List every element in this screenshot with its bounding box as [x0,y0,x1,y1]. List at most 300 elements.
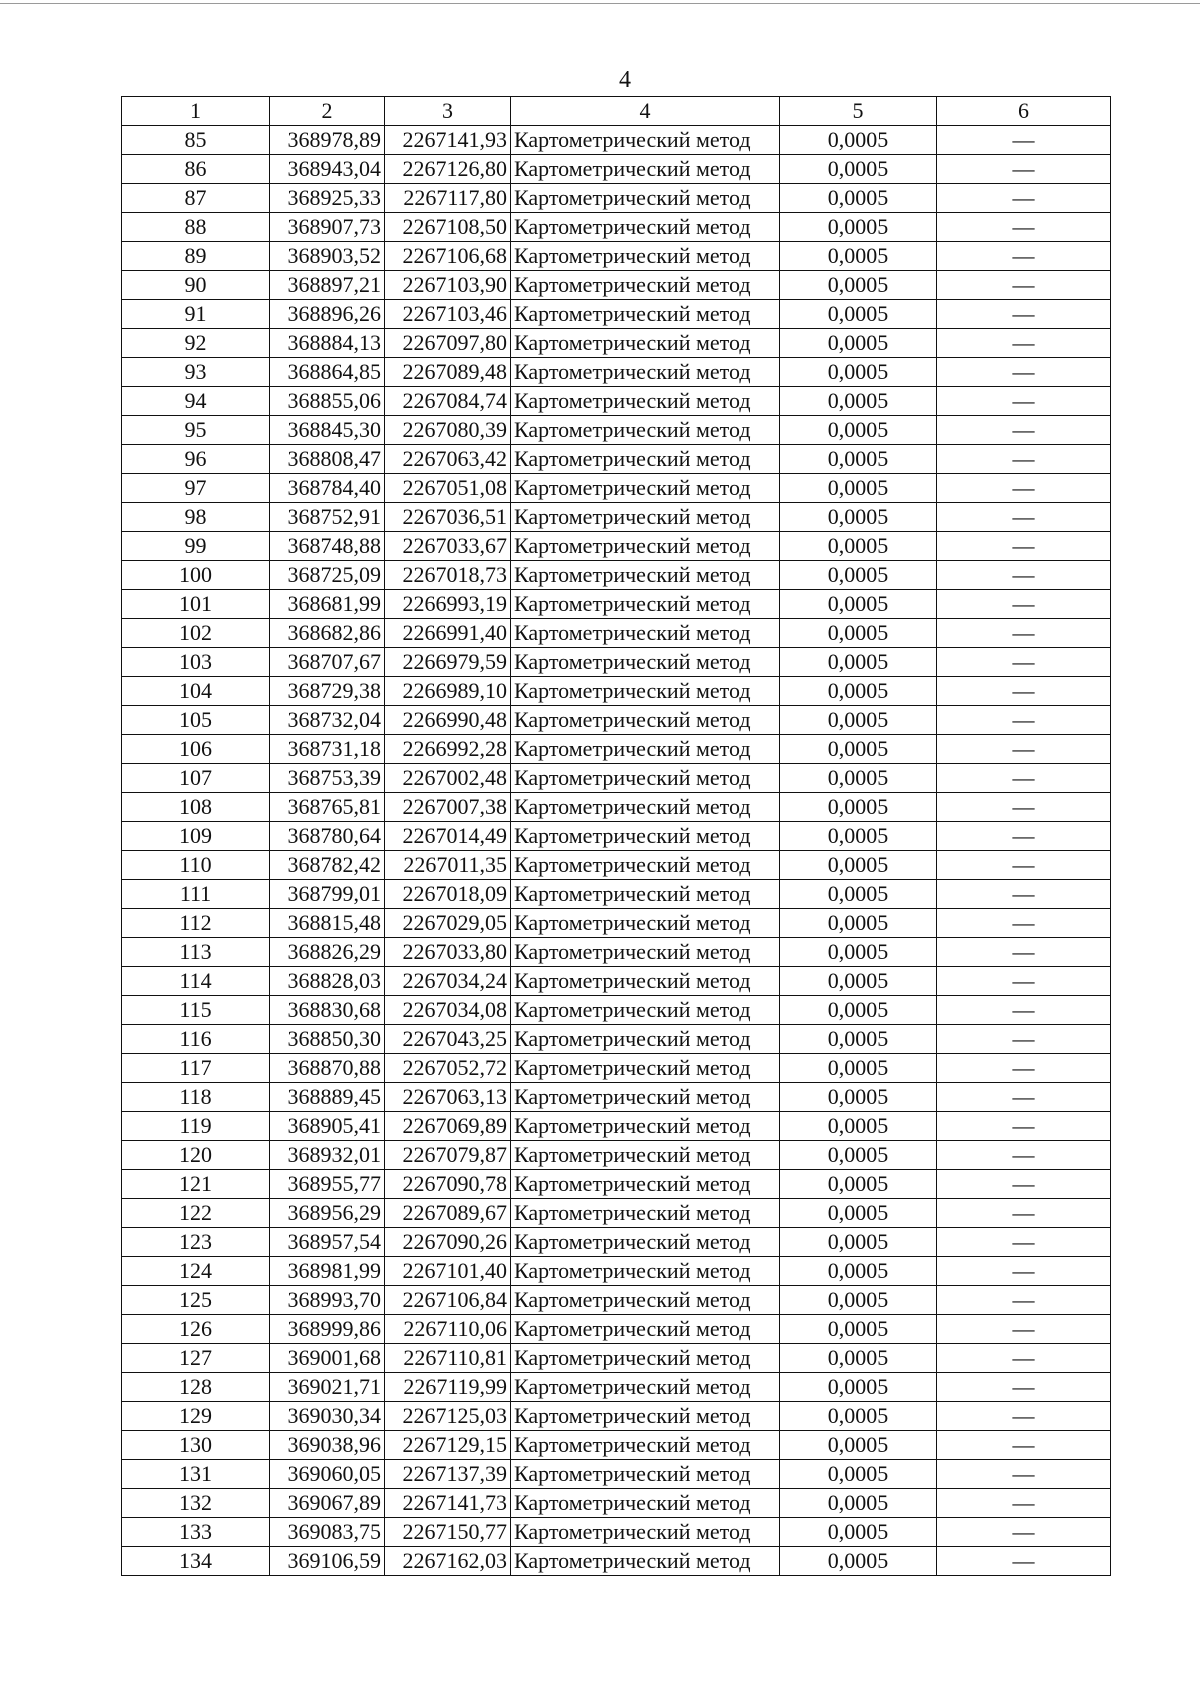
table-row [122,1315,1111,1344]
y-coordinate-cell: 2267106,68 [385,242,511,271]
x-coordinate-cell: 368855,06 [270,387,385,416]
note-cell: — [937,909,1111,938]
point-number-cell: 125 [122,1286,270,1315]
x-coordinate-cell: 368808,47 [270,445,385,474]
accuracy-cell: 0,0005 [780,1199,937,1228]
point-number-cell: 108 [122,793,270,822]
table-row [122,503,1111,532]
table-row [122,735,1111,764]
y-coordinate-cell: 2267119,99 [385,1373,511,1402]
note-cell: — [937,938,1111,967]
method-cell: Картометрический метод [511,1431,780,1460]
point-number-cell: 94 [122,387,270,416]
note-cell: — [937,503,1111,532]
point-number-cell: 91 [122,300,270,329]
table-row [122,967,1111,996]
note-cell: — [937,329,1111,358]
point-number-cell: 90 [122,271,270,300]
y-coordinate-cell: 2266979,59 [385,648,511,677]
accuracy-cell: 0,0005 [780,1025,937,1054]
point-number-cell: 100 [122,561,270,590]
x-coordinate-cell: 369038,96 [270,1431,385,1460]
x-coordinate-cell: 368943,04 [270,155,385,184]
y-coordinate-cell: 2267033,67 [385,532,511,561]
note-cell: — [937,1547,1111,1576]
method-cell: Картометрический метод [511,300,780,329]
method-cell: Картометрический метод [511,1112,780,1141]
table-row [122,1547,1111,1576]
table-row [122,909,1111,938]
note-cell: — [937,1489,1111,1518]
y-coordinate-cell: 2267002,48 [385,764,511,793]
y-coordinate-cell: 2267080,39 [385,416,511,445]
y-coordinate-cell: 2267101,40 [385,1257,511,1286]
point-number-cell: 134 [122,1547,270,1576]
accuracy-cell: 0,0005 [780,329,937,358]
table-row [122,677,1111,706]
method-cell: Картометрический метод [511,735,780,764]
method-cell: Картометрический метод [511,1402,780,1431]
y-coordinate-cell: 2267110,06 [385,1315,511,1344]
y-coordinate-cell: 2266993,19 [385,590,511,619]
y-coordinate-cell: 2266989,10 [385,677,511,706]
y-coordinate-cell: 2267090,78 [385,1170,511,1199]
accuracy-cell: 0,0005 [780,851,937,880]
method-cell: Картометрический метод [511,822,780,851]
point-number-cell: 85 [122,126,270,155]
x-coordinate-cell: 368845,30 [270,416,385,445]
x-coordinate-cell: 368725,09 [270,561,385,590]
method-cell: Картометрический метод [511,1460,780,1489]
y-coordinate-cell: 2267063,13 [385,1083,511,1112]
accuracy-cell: 0,0005 [780,793,937,822]
note-cell: — [937,1431,1111,1460]
column-header-1: 1 [122,97,270,126]
y-coordinate-cell: 2267051,08 [385,474,511,503]
accuracy-cell: 0,0005 [780,967,937,996]
point-number-cell: 128 [122,1373,270,1402]
table-row [122,329,1111,358]
table-row [122,416,1111,445]
table-row [122,242,1111,271]
y-coordinate-cell: 2267034,24 [385,967,511,996]
point-number-cell: 118 [122,1083,270,1112]
table-row [122,1518,1111,1547]
x-coordinate-cell: 368765,81 [270,793,385,822]
x-coordinate-cell: 368864,85 [270,358,385,387]
accuracy-cell: 0,0005 [780,619,937,648]
y-coordinate-cell: 2267090,26 [385,1228,511,1257]
accuracy-cell: 0,0005 [780,242,937,271]
note-cell: — [937,677,1111,706]
point-number-cell: 97 [122,474,270,503]
point-number-cell: 104 [122,677,270,706]
x-coordinate-cell: 368752,91 [270,503,385,532]
y-coordinate-cell: 2267126,80 [385,155,511,184]
x-coordinate-cell: 368896,26 [270,300,385,329]
point-number-cell: 98 [122,503,270,532]
accuracy-cell: 0,0005 [780,1489,937,1518]
point-number-cell: 114 [122,967,270,996]
method-cell: Картометрический метод [511,880,780,909]
x-coordinate-cell: 368782,42 [270,851,385,880]
point-number-cell: 109 [122,822,270,851]
accuracy-cell: 0,0005 [780,1547,937,1576]
method-cell: Картометрический метод [511,184,780,213]
point-number-cell: 110 [122,851,270,880]
point-number-cell: 86 [122,155,270,184]
note-cell: — [937,1054,1111,1083]
table-row [122,271,1111,300]
method-cell: Картометрический метод [511,503,780,532]
x-coordinate-cell: 368828,03 [270,967,385,996]
accuracy-cell: 0,0005 [780,764,937,793]
y-coordinate-cell: 2267052,72 [385,1054,511,1083]
accuracy-cell: 0,0005 [780,184,937,213]
table-row [122,126,1111,155]
method-cell: Картометрический метод [511,1373,780,1402]
accuracy-cell: 0,0005 [780,1054,937,1083]
accuracy-cell: 0,0005 [780,300,937,329]
note-cell: — [937,1025,1111,1054]
table-row [122,1054,1111,1083]
method-cell: Картометрический метод [511,619,780,648]
method-cell: Картометрический метод [511,1054,780,1083]
note-cell: — [937,822,1111,851]
accuracy-cell: 0,0005 [780,1141,937,1170]
y-coordinate-cell: 2266990,48 [385,706,511,735]
accuracy-cell: 0,0005 [780,1460,937,1489]
x-coordinate-cell: 368870,88 [270,1054,385,1083]
x-coordinate-cell: 368830,68 [270,996,385,1025]
y-coordinate-cell: 2267036,51 [385,503,511,532]
table-row [122,706,1111,735]
accuracy-cell: 0,0005 [780,1112,937,1141]
point-number-cell: 95 [122,416,270,445]
table-row [122,1431,1111,1460]
method-cell: Картометрический метод [511,271,780,300]
table-row [122,1489,1111,1518]
table-row [122,648,1111,677]
column-header-4: 4 [511,97,780,126]
accuracy-cell: 0,0005 [780,1431,937,1460]
coordinates-table [121,96,1111,1576]
method-cell: Картометрический метод [511,532,780,561]
column-header-2: 2 [270,97,385,126]
table-row [122,1112,1111,1141]
note-cell: — [937,271,1111,300]
method-cell: Картометрический метод [511,242,780,271]
x-coordinate-cell: 368897,21 [270,271,385,300]
note-cell: — [937,561,1111,590]
accuracy-cell: 0,0005 [780,1286,937,1315]
x-coordinate-cell: 368981,99 [270,1257,385,1286]
x-coordinate-cell: 368850,30 [270,1025,385,1054]
accuracy-cell: 0,0005 [780,532,937,561]
y-coordinate-cell: 2267029,05 [385,909,511,938]
y-coordinate-cell: 2267110,81 [385,1344,511,1373]
x-coordinate-cell: 368884,13 [270,329,385,358]
point-number-cell: 87 [122,184,270,213]
y-coordinate-cell: 2267089,67 [385,1199,511,1228]
accuracy-cell: 0,0005 [780,271,937,300]
note-cell: — [937,474,1111,503]
method-cell: Картометрический метод [511,155,780,184]
table-row [122,938,1111,967]
y-coordinate-cell: 2267069,89 [385,1112,511,1141]
table-row [122,1228,1111,1257]
table-row [122,764,1111,793]
point-number-cell: 92 [122,329,270,358]
point-number-cell: 115 [122,996,270,1025]
accuracy-cell: 0,0005 [780,474,937,503]
table-row [122,358,1111,387]
table-row [122,532,1111,561]
note-cell: — [937,387,1111,416]
accuracy-cell: 0,0005 [780,1402,937,1431]
y-coordinate-cell: 2266992,28 [385,735,511,764]
table-row [122,1199,1111,1228]
y-coordinate-cell: 2267034,08 [385,996,511,1025]
accuracy-cell: 0,0005 [780,880,937,909]
note-cell: — [937,1112,1111,1141]
note-cell: — [937,184,1111,213]
note-cell: — [937,793,1111,822]
y-coordinate-cell: 2267125,03 [385,1402,511,1431]
x-coordinate-cell: 368999,86 [270,1315,385,1344]
y-coordinate-cell: 2267097,80 [385,329,511,358]
accuracy-cell: 0,0005 [780,213,937,242]
accuracy-cell: 0,0005 [780,1228,937,1257]
note-cell: — [937,242,1111,271]
y-coordinate-cell: 2267079,87 [385,1141,511,1170]
note-cell: — [937,648,1111,677]
point-number-cell: 122 [122,1199,270,1228]
y-coordinate-cell: 2267033,80 [385,938,511,967]
point-number-cell: 117 [122,1054,270,1083]
accuracy-cell: 0,0005 [780,590,937,619]
point-number-cell: 124 [122,1257,270,1286]
point-number-cell: 120 [122,1141,270,1170]
accuracy-cell: 0,0005 [780,1257,937,1286]
accuracy-cell: 0,0005 [780,938,937,967]
y-coordinate-cell: 2267084,74 [385,387,511,416]
y-coordinate-cell: 2267103,46 [385,300,511,329]
note-cell: — [937,706,1111,735]
header-row [122,97,1111,126]
point-number-cell: 113 [122,938,270,967]
note-cell: — [937,1286,1111,1315]
note-cell: — [937,880,1111,909]
x-coordinate-cell: 368956,29 [270,1199,385,1228]
method-cell: Картометрический метод [511,909,780,938]
table-row [122,300,1111,329]
x-coordinate-cell: 369067,89 [270,1489,385,1518]
note-cell: — [937,1315,1111,1344]
table-row [122,1286,1111,1315]
table-row [122,561,1111,590]
accuracy-cell: 0,0005 [780,648,937,677]
method-cell: Картометрический метод [511,126,780,155]
x-coordinate-cell: 368729,38 [270,677,385,706]
method-cell: Картометрический метод [511,851,780,880]
table-row [122,880,1111,909]
accuracy-cell: 0,0005 [780,358,937,387]
point-number-cell: 107 [122,764,270,793]
x-coordinate-cell: 368731,18 [270,735,385,764]
accuracy-cell: 0,0005 [780,1315,937,1344]
accuracy-cell: 0,0005 [780,1518,937,1547]
table-body [122,126,1111,1576]
accuracy-cell: 0,0005 [780,155,937,184]
point-number-cell: 126 [122,1315,270,1344]
x-coordinate-cell: 368682,86 [270,619,385,648]
note-cell: — [937,764,1111,793]
note-cell: — [937,155,1111,184]
method-cell: Картометрический метод [511,387,780,416]
table-row [122,851,1111,880]
table-row [122,822,1111,851]
point-number-cell: 99 [122,532,270,561]
x-coordinate-cell: 368815,48 [270,909,385,938]
method-cell: Картометрический метод [511,561,780,590]
accuracy-cell: 0,0005 [780,706,937,735]
accuracy-cell: 0,0005 [780,735,937,764]
y-coordinate-cell: 2267106,84 [385,1286,511,1315]
accuracy-cell: 0,0005 [780,822,937,851]
accuracy-cell: 0,0005 [780,1373,937,1402]
method-cell: Картометрический метод [511,416,780,445]
note-cell: — [937,1518,1111,1547]
table-row [122,387,1111,416]
table-header [122,97,1111,126]
y-coordinate-cell: 2267108,50 [385,213,511,242]
table-row [122,474,1111,503]
method-cell: Картометрический метод [511,996,780,1025]
method-cell: Картометрический метод [511,938,780,967]
x-coordinate-cell: 369021,71 [270,1373,385,1402]
note-cell: — [937,126,1111,155]
table-row [122,619,1111,648]
point-number-cell: 129 [122,1402,270,1431]
note-cell: — [937,358,1111,387]
x-coordinate-cell: 368889,45 [270,1083,385,1112]
method-cell: Картометрический метод [511,706,780,735]
x-coordinate-cell: 368903,52 [270,242,385,271]
accuracy-cell: 0,0005 [780,1170,937,1199]
method-cell: Картометрический метод [511,793,780,822]
x-coordinate-cell: 368732,04 [270,706,385,735]
point-number-cell: 103 [122,648,270,677]
point-number-cell: 96 [122,445,270,474]
column-header-5: 5 [780,97,937,126]
y-coordinate-cell: 2267011,35 [385,851,511,880]
method-cell: Картометрический метод [511,590,780,619]
y-coordinate-cell: 2267007,38 [385,793,511,822]
note-cell: — [937,213,1111,242]
point-number-cell: 121 [122,1170,270,1199]
method-cell: Картометрический метод [511,329,780,358]
method-cell: Картометрический метод [511,1141,780,1170]
method-cell: Картометрический метод [511,445,780,474]
note-cell: — [937,416,1111,445]
x-coordinate-cell: 368932,01 [270,1141,385,1170]
accuracy-cell: 0,0005 [780,416,937,445]
note-cell: — [937,996,1111,1025]
x-coordinate-cell: 368707,67 [270,648,385,677]
point-number-cell: 127 [122,1344,270,1373]
point-number-cell: 132 [122,1489,270,1518]
table-row [122,155,1111,184]
x-coordinate-cell: 368907,73 [270,213,385,242]
accuracy-cell: 0,0005 [780,503,937,532]
y-coordinate-cell: 2266991,40 [385,619,511,648]
point-number-cell: 88 [122,213,270,242]
table-row [122,1460,1111,1489]
x-coordinate-cell: 368780,64 [270,822,385,851]
method-cell: Картометрический метод [511,764,780,793]
method-cell: Картометрический метод [511,677,780,706]
y-coordinate-cell: 2267129,15 [385,1431,511,1460]
table-row [122,1402,1111,1431]
note-cell: — [937,619,1111,648]
method-cell: Картометрический метод [511,648,780,677]
note-cell: — [937,590,1111,619]
point-number-cell: 133 [122,1518,270,1547]
method-cell: Картометрический метод [511,1344,780,1373]
accuracy-cell: 0,0005 [780,387,937,416]
note-cell: — [937,1402,1111,1431]
y-coordinate-cell: 2267150,77 [385,1518,511,1547]
table-row [122,996,1111,1025]
note-cell: — [937,1460,1111,1489]
y-coordinate-cell: 2267117,80 [385,184,511,213]
point-number-cell: 130 [122,1431,270,1460]
accuracy-cell: 0,0005 [780,996,937,1025]
point-number-cell: 116 [122,1025,270,1054]
note-cell: — [937,532,1111,561]
method-cell: Картометрический метод [511,1199,780,1228]
point-number-cell: 89 [122,242,270,271]
method-cell: Картометрический метод [511,358,780,387]
x-coordinate-cell: 368681,99 [270,590,385,619]
method-cell: Картометрический метод [511,967,780,996]
table-row [122,1257,1111,1286]
note-cell: — [937,967,1111,996]
x-coordinate-cell: 369001,68 [270,1344,385,1373]
note-cell: — [937,1199,1111,1228]
y-coordinate-cell: 2267018,73 [385,561,511,590]
note-cell: — [937,735,1111,764]
method-cell: Картометрический метод [511,213,780,242]
point-number-cell: 131 [122,1460,270,1489]
accuracy-cell: 0,0005 [780,561,937,590]
y-coordinate-cell: 2267162,03 [385,1547,511,1576]
column-header-6: 6 [937,97,1111,126]
x-coordinate-cell: 368748,88 [270,532,385,561]
note-cell: — [937,300,1111,329]
x-coordinate-cell: 368955,77 [270,1170,385,1199]
point-number-cell: 112 [122,909,270,938]
x-coordinate-cell: 368799,01 [270,880,385,909]
y-coordinate-cell: 2267014,49 [385,822,511,851]
note-cell: — [937,851,1111,880]
table-row [122,184,1111,213]
method-cell: Картометрический метод [511,1228,780,1257]
x-coordinate-cell: 368753,39 [270,764,385,793]
point-number-cell: 93 [122,358,270,387]
y-coordinate-cell: 2267018,09 [385,880,511,909]
